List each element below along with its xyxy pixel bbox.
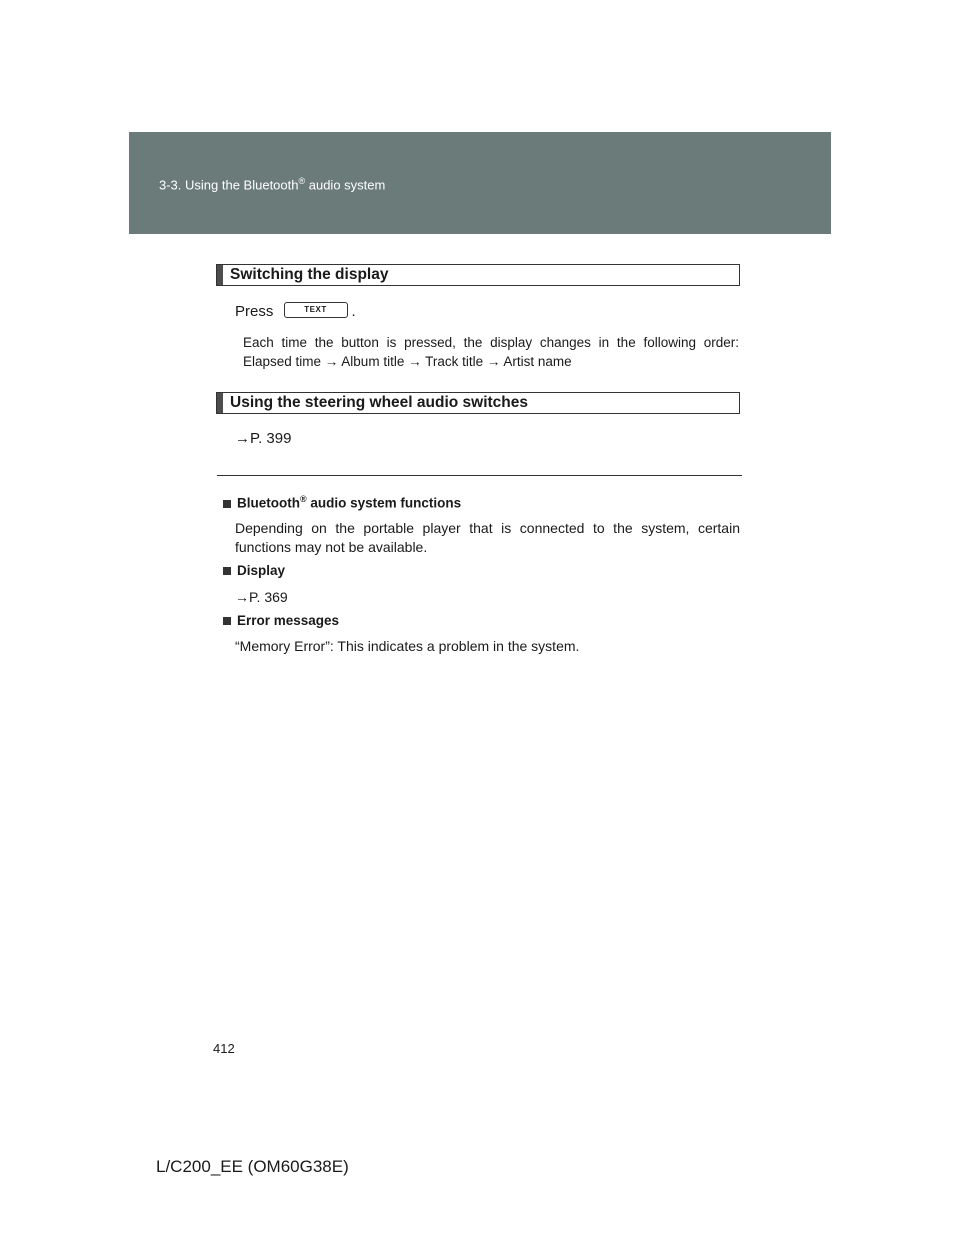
page-number: 412	[213, 1041, 235, 1056]
press-instruction	[235, 303, 356, 320]
note-title-text: Display	[237, 563, 286, 578]
press-label: Press	[235, 303, 274, 320]
press-period: .	[351, 303, 356, 320]
note-title-display	[223, 563, 285, 578]
note-body-error-messages: “Memory Error”: This indicates a problem in the system.	[235, 638, 580, 654]
chapter-header-band	[129, 132, 831, 234]
note-body-display: →P. 369	[235, 589, 288, 605]
section-heading-switching-display: Switching the display	[216, 264, 740, 286]
notes-divider	[217, 475, 742, 476]
header-title-suffix: audio system	[305, 177, 386, 193]
note-title-error-messages	[223, 613, 339, 628]
text-button-icon: TEXT	[284, 302, 348, 318]
footer-document-code: L/C200_EE (OM60G38E)	[156, 1157, 349, 1176]
note-title-prefix: Bluetooth	[237, 495, 300, 511]
square-bullet-icon	[223, 617, 231, 625]
display-order-description: Each time the button is pressed, the display changes in the following order: Elapsed time → Album title → Track title → Artist name	[243, 335, 739, 369]
registered-mark: ®	[300, 494, 307, 504]
square-bullet-icon	[223, 500, 231, 508]
steering-switches-page-reference: →P. 399	[235, 430, 292, 447]
registered-mark: ®	[298, 176, 306, 186]
square-bullet-icon	[223, 567, 231, 575]
header-title-prefix: 3-3. Using the Bluetooth	[159, 177, 299, 193]
note-title-bluetooth-functions	[223, 494, 461, 511]
note-body-bluetooth-functions: Depending on the portable player that is connected to the system, certain functions may not be available.	[235, 520, 740, 555]
note-title-suffix: audio system functions	[306, 495, 462, 511]
section-heading-steering-switches: Using the steering wheel audio switches	[216, 392, 740, 414]
chapter-header-title	[159, 176, 385, 192]
note-title-text: Error messages	[237, 613, 340, 628]
